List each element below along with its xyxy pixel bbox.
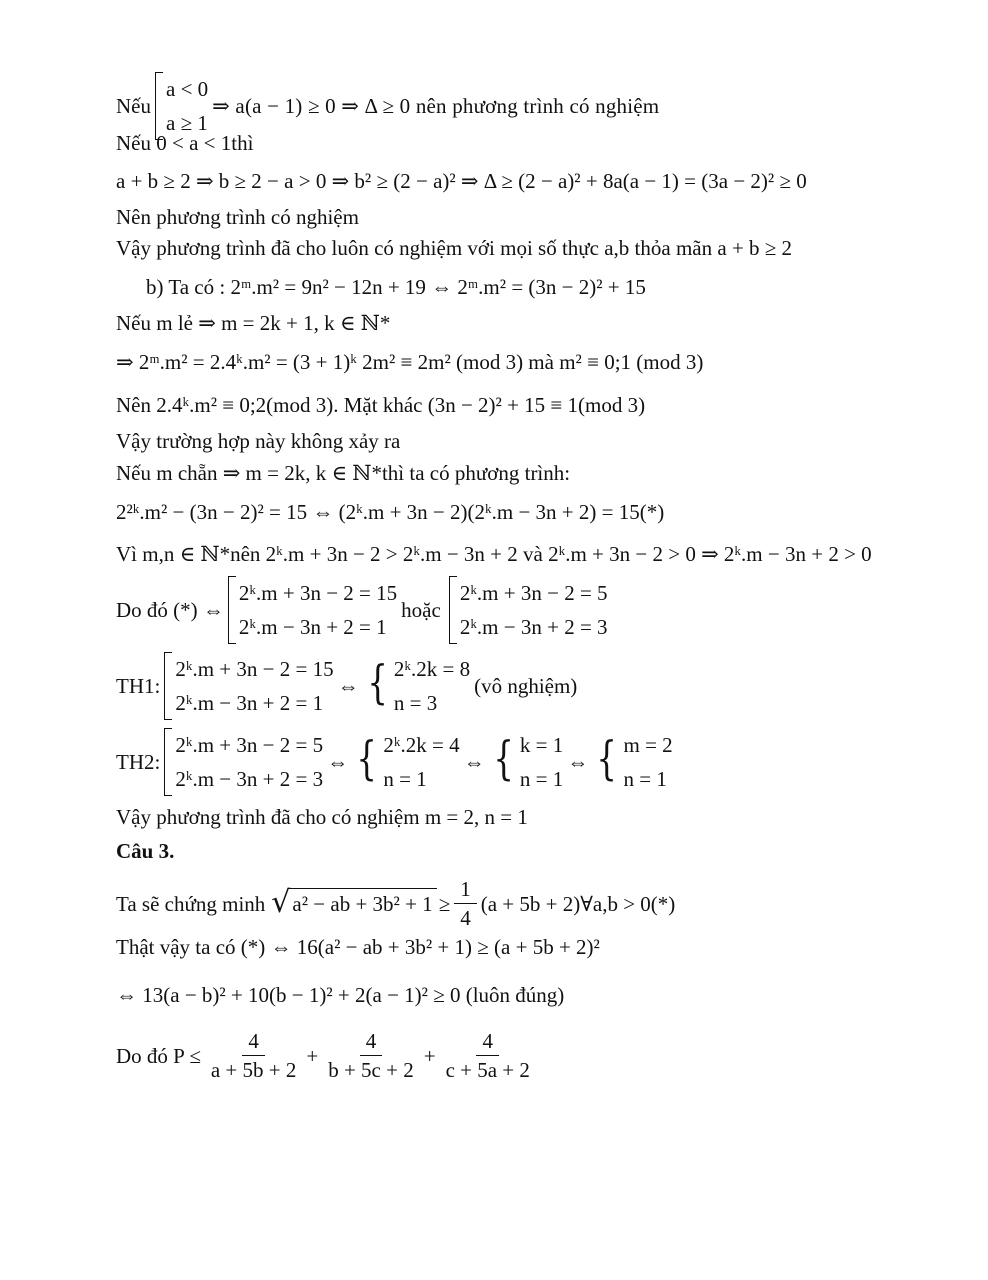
system-row: 2ᵏ.m + 3n − 2 = 5 — [459, 581, 608, 605]
th2-system — [164, 728, 323, 796]
system-row: 2ᵏ.m + 3n − 2 = 15 — [175, 657, 334, 681]
system-row: 2ᵏ.m + 3n − 2 = 15 — [238, 581, 398, 605]
denominator: 4 — [460, 906, 471, 930]
equiv-symbol: ⇔ — [337, 674, 359, 698]
line-mod-compare: Nên 2.4ᵏ.m² ≡ 0;2(mod 3). Mặt khác (3n − 2)² + 15 ≡ 1(mod 3) — [116, 393, 646, 417]
curly-brace: { — [492, 731, 514, 785]
system-row: k = 1 — [519, 733, 564, 757]
line-indeed: Thật vậy ta có (*) ⇔ 16(a² − ab + 3b² + 1) ≥ (a + 5b + 2)² — [116, 935, 600, 959]
system-row: m = 2 — [623, 733, 673, 757]
th2-step3 — [592, 728, 672, 796]
plus-symbol: + — [306, 1043, 319, 1068]
no-solution-note: (vô nghiệm) — [474, 674, 578, 698]
system-b — [449, 576, 608, 644]
fraction-term — [205, 1028, 303, 1083]
denominator: a + 5b + 2 — [210, 1058, 297, 1082]
fraction-quarter — [454, 876, 477, 931]
line-claim — [116, 876, 675, 931]
th1-system — [164, 652, 333, 720]
label-th1: TH1: — [116, 674, 161, 698]
numerator: 4 — [476, 1028, 499, 1056]
line-inequality: Vì m,n ∈ ℕ*nên 2ᵏ.m + 3n − 2 > 2ᵏ.m − 3n + 2 và 2ᵏ.m + 3n − 2 > 0 ⇒ 2ᵏ.m − 3n + 2 > 0 — [116, 542, 872, 566]
system-row: 2ᵏ.2k = 8 — [393, 657, 471, 681]
line-part-b: b) Ta có : 2ᵐ.m² = 9n² − 12n + 19 ⇔ 2ᵐ.m² = (3n − 2)² + 15 — [146, 275, 646, 299]
formula-text: (a + 5b + 2)∀a,b > 0(*) — [480, 891, 676, 916]
square-bracket — [228, 576, 236, 644]
system-row: n = 1 — [383, 767, 427, 791]
line-formula-delta: a + b ≥ 2 ⇒ b ≥ 2 − a > 0 ⇒ b² ≥ (2 − a)² ⇒ Δ ≥ (2 − a)² + 8a(a − 1) = (3a − 2)² ≥ 0 — [116, 169, 807, 193]
numerator: 4 — [360, 1028, 383, 1056]
line-case-2 — [116, 728, 677, 796]
line-bound-p — [116, 1028, 540, 1083]
condition-row: a < 0 — [166, 77, 209, 101]
numerator: 1 — [454, 876, 477, 904]
system-row: 2ᵏ.m − 3n + 2 = 3 — [175, 767, 324, 791]
line-factor-eq: 2²ᵏ.m² − (3n − 2)² = 15 ⇔ (2ᵏ.m + 3n − 2)(2ᵏ.m − 3n + 2) = 15(*) — [116, 500, 665, 524]
line-final-solution: Vậy phương trình đã cho có nghiệm m = 2, n = 1 — [116, 805, 528, 829]
system-a — [228, 576, 397, 644]
line-case-1 — [116, 652, 577, 720]
fraction-term — [322, 1028, 420, 1083]
line-no-case: Vậy trường hợp này không xảy ra — [116, 429, 401, 453]
radical-icon: √ — [271, 885, 291, 920]
th1-result-system — [363, 652, 471, 720]
system-row: 2ᵏ.m − 3n + 2 = 1 — [238, 615, 387, 639]
system-row: n = 1 — [519, 767, 564, 791]
equiv-symbol: ⇔ — [567, 750, 589, 774]
plus-symbol: + — [423, 1043, 436, 1068]
text-therefore-p: Do đó P ≤ — [116, 1043, 201, 1068]
denominator: c + 5a + 2 — [445, 1058, 530, 1082]
curly-brace: { — [356, 731, 377, 785]
formula-text: ⇒ a(a − 1) ≥ 0 ⇒ Δ ≥ 0 nên phương trình có nghiệm — [212, 94, 660, 118]
system-row: 2ᵏ.m − 3n + 2 = 1 — [175, 691, 324, 715]
th2-step1 — [352, 728, 460, 796]
line-sum-squares: ⇔ 13(a − b)² + 10(b − 1)² + 2(a − 1)² ≥ 0 (luôn đúng) — [116, 983, 565, 1007]
line-therefore-systems — [116, 576, 612, 644]
ge-symbol: ≥ — [438, 891, 451, 916]
line-conclusion: Nên phương trình có nghiệm — [116, 205, 359, 229]
line-m-odd: Nếu m lẻ ⇒ m = 2k + 1, k ∈ ℕ* — [116, 311, 391, 335]
square-root — [271, 885, 436, 920]
th2-step2 — [489, 728, 564, 796]
system-row: 2ᵏ.m + 3n − 2 = 5 — [175, 733, 324, 757]
denominator: b + 5c + 2 — [328, 1058, 414, 1082]
curly-brace: { — [596, 731, 618, 785]
condition-row: a ≥ 1 — [166, 111, 208, 135]
text-if: Nếu — [116, 94, 151, 118]
equiv-symbol: ⇔ — [327, 750, 349, 774]
system-row: 2ᵏ.2k = 4 — [383, 733, 460, 757]
heading-question-3: Câu 3. — [116, 839, 175, 863]
system-row: 2ᵏ.m − 3n + 2 = 3 — [459, 615, 608, 639]
line-conclusion-a: Vậy phương trình đã cho luôn có nghiệm với mọi số thực a,b thỏa mãn a + b ≥ 2 — [116, 236, 793, 260]
line-m-even: Nếu m chẵn ⇒ m = 2k, k ∈ ℕ*thì ta có phương trình: — [116, 461, 571, 485]
system-row: n = 3 — [393, 691, 438, 715]
label-th2: TH2: — [116, 750, 161, 774]
curly-brace: { — [366, 655, 388, 709]
line-case-a-inside: Nếu 0 < a < 1thì — [116, 131, 254, 155]
square-bracket — [164, 652, 172, 720]
square-bracket — [449, 576, 457, 644]
equiv-symbol: ⇔ — [463, 750, 485, 774]
fraction-term — [440, 1028, 536, 1083]
text-therefore: Do đó (*) ⇔ — [116, 598, 224, 622]
text-or: hoặc — [401, 598, 441, 622]
square-bracket — [164, 728, 172, 796]
text-we-prove: Ta sẽ chứng minh — [116, 891, 266, 916]
numerator: 4 — [242, 1028, 265, 1056]
radicand: a² − ab + 3b² + 1 — [290, 888, 436, 919]
system-row: n = 1 — [623, 767, 667, 791]
line-mod-3: ⇒ 2ᵐ.m² = 2.4ᵏ.m² = (3 + 1)ᵏ 2m² ≡ 2m² (mod 3) mà m² ≡ 0;1 (mod 3) — [116, 350, 704, 374]
